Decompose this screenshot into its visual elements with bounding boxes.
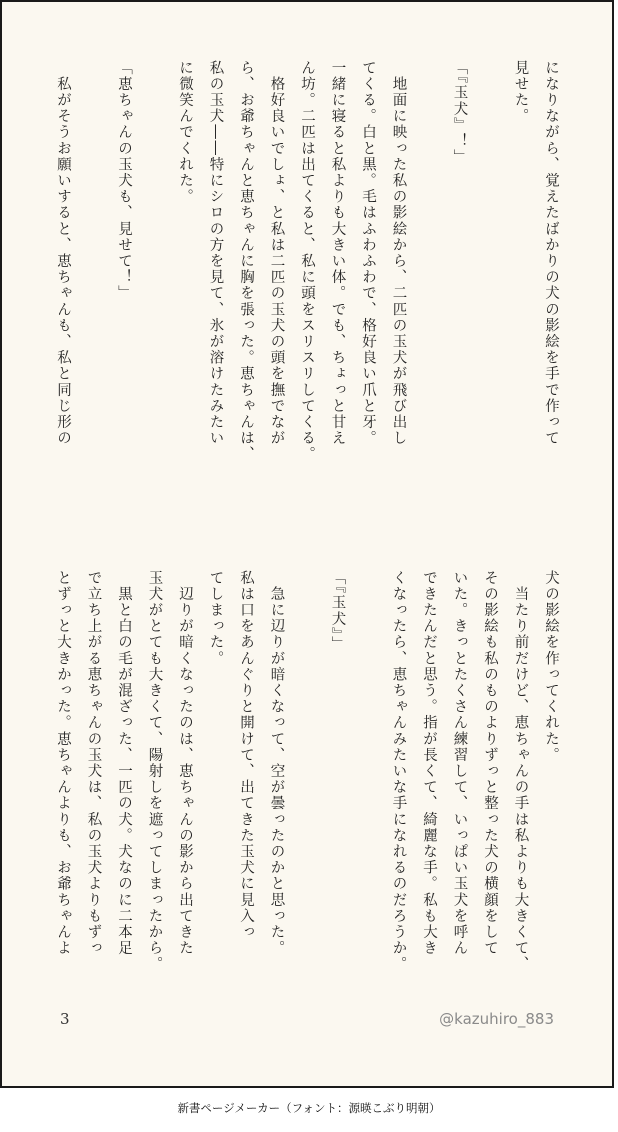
page-number: 3	[60, 1010, 70, 1028]
text-line: 「『玉犬』！」	[451, 60, 468, 166]
author-handle: @kazuhiro_883	[439, 1010, 554, 1028]
text-line: その影絵も私のものよりずっと整った犬の横顔をして	[482, 570, 498, 957]
text-line: 格好良いでしょ、と私は二匹の玉犬の頭を撫でなが	[268, 60, 285, 447]
blank-line	[414, 60, 445, 530]
text-line: に微笑んでくれた。	[177, 60, 193, 205]
text-line: 一緒に寝ると私よりも大きい体。でも、ちょっと甘え	[329, 60, 346, 447]
text-line: とずっと大きかった。恵ちゃんよりも、お爺ちゃんよ	[55, 570, 71, 957]
text-line: 見せた。	[512, 60, 529, 125]
upper-text-block	[48, 60, 567, 530]
text-line: くなったら、恵ちゃんみたいな手になれるのだろうか。	[390, 570, 407, 973]
blank-line	[78, 60, 109, 530]
text-line: 黒と白の毛が混ざった、一匹の犬。犬なのに二本足	[116, 570, 132, 957]
footer-caption: 新書ページメーカー（フォント：源暎こぶり明朝）	[177, 1101, 441, 1115]
text-line: になりながら、覚えたばかりの犬の影絵を手で作って	[543, 60, 559, 447]
text-line: 地面に映った私の影絵から、二匹の玉犬が飛び出し	[390, 60, 407, 447]
text-line: 犬の影絵を作ってくれた。	[543, 570, 559, 764]
text-line: 私は口をあんぐりと開けて、出てきた玉犬に見入っ	[238, 570, 254, 941]
text-line: てくる。白と黒。毛はふわふわで、格好良い爪と牙。	[360, 60, 376, 447]
text-line: 当たり前だけど、恵ちゃんの手は私よりも大きくて、	[512, 570, 529, 973]
text-line: 急に辺りが暗くなって、空が曇ったのかと思った。	[268, 570, 285, 957]
text-line: 「恵ちゃんの玉犬も、見せて！」	[116, 60, 132, 302]
text-line: 私がそうお願いすると、恵ちゃんも、私と同じ形の	[55, 60, 71, 447]
blank-line	[292, 570, 323, 1000]
text-line: ん坊。二匹は出てくると、私に頭をスリスリしてくる。	[299, 60, 315, 463]
text-line: 辺りが暗くなったのは、恵ちゃんの影から出てきた	[177, 570, 193, 957]
text-line: できたんだと思う。指が長くて、綺麗な手。私も大き	[421, 570, 437, 957]
text-line: で立ち上がる恵ちゃんの玉犬は、私の玉犬よりもずっ	[85, 570, 102, 957]
blank-line	[353, 570, 384, 1000]
blank-line	[139, 60, 170, 530]
text-line: ら、お爺ちゃんと恵ちゃんに胸を張った。恵ちゃんは、	[238, 60, 254, 463]
blank-line	[475, 60, 506, 530]
text-line: 私の玉犬――特にシロの方を見て、氷が溶けたみたい	[207, 60, 224, 447]
text-line: てしまった。	[207, 570, 224, 667]
text-line: いた。きっとたくさん練習して、いっぱい玉犬を呼ん	[451, 570, 468, 957]
lower-text-block	[48, 570, 567, 1000]
text-line: 「『玉犬』」	[329, 570, 346, 653]
text-line: 玉犬がとても大きくて、陽射しを遮ってしまったから。	[146, 570, 163, 973]
